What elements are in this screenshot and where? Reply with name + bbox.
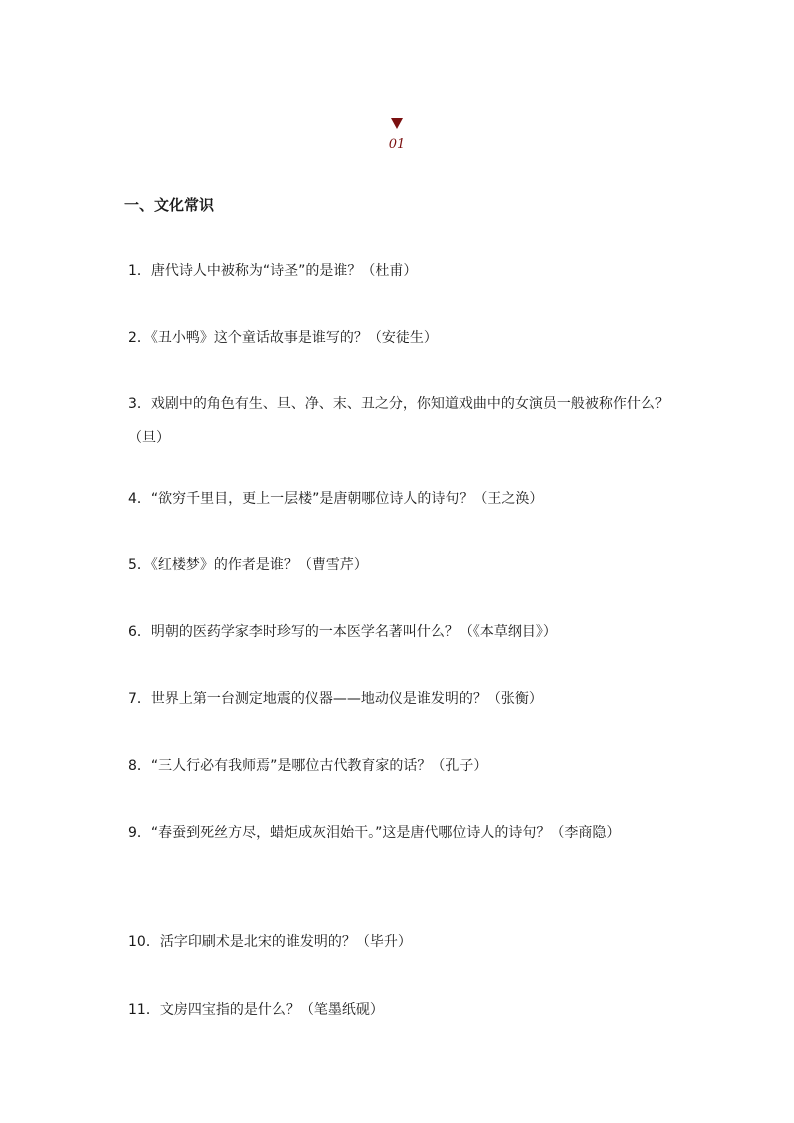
question-item: 9．“春蚕到死丝方尽，蜡炬成灰泪始干。”这是唐代哪位诗人的诗句？（李商隐） bbox=[128, 825, 621, 841]
section-marker bbox=[0, 118, 794, 153]
question-item: 11．文房四宝指的是什么？（笔墨纸砚） bbox=[128, 1002, 384, 1018]
question-item: 1．唐代诗人中被称为“诗圣”的是谁？（杜甫） bbox=[128, 263, 418, 279]
section-title: 一、文化常识 bbox=[124, 196, 215, 214]
question-item: 10．活字印刷术是北宋的谁发明的？（毕升） bbox=[128, 934, 412, 950]
triangle-down-icon bbox=[391, 118, 403, 129]
question-item: 6．明朝的医药学家李时珍写的一本医学名著叫什么？（《本草纲目》） bbox=[128, 624, 557, 640]
question-item: 4．“欲穷千里目，更上一层楼”是唐朝哪位诗人的诗句？（王之涣） bbox=[128, 491, 544, 507]
question-item: 3．戏剧中的角色有生、旦、净、末、丑之分，你知道戏曲中的女演员一般被称作什么？（旦） bbox=[128, 396, 669, 446]
question-item: 8．“三人行必有我师焉”是哪位古代教育家的话？（孔子） bbox=[128, 758, 488, 774]
section-number: 01 bbox=[388, 137, 406, 152]
question-item: 7．世界上第一台测定地震的仪器——地动仪是谁发明的？（张衡） bbox=[128, 691, 543, 707]
question-item: 5．《红楼梦》的作者是谁？（曹雪芹） bbox=[128, 557, 368, 573]
question-item: 2．《丑小鸭》这个童话故事是谁写的？（安徒生） bbox=[128, 330, 438, 346]
